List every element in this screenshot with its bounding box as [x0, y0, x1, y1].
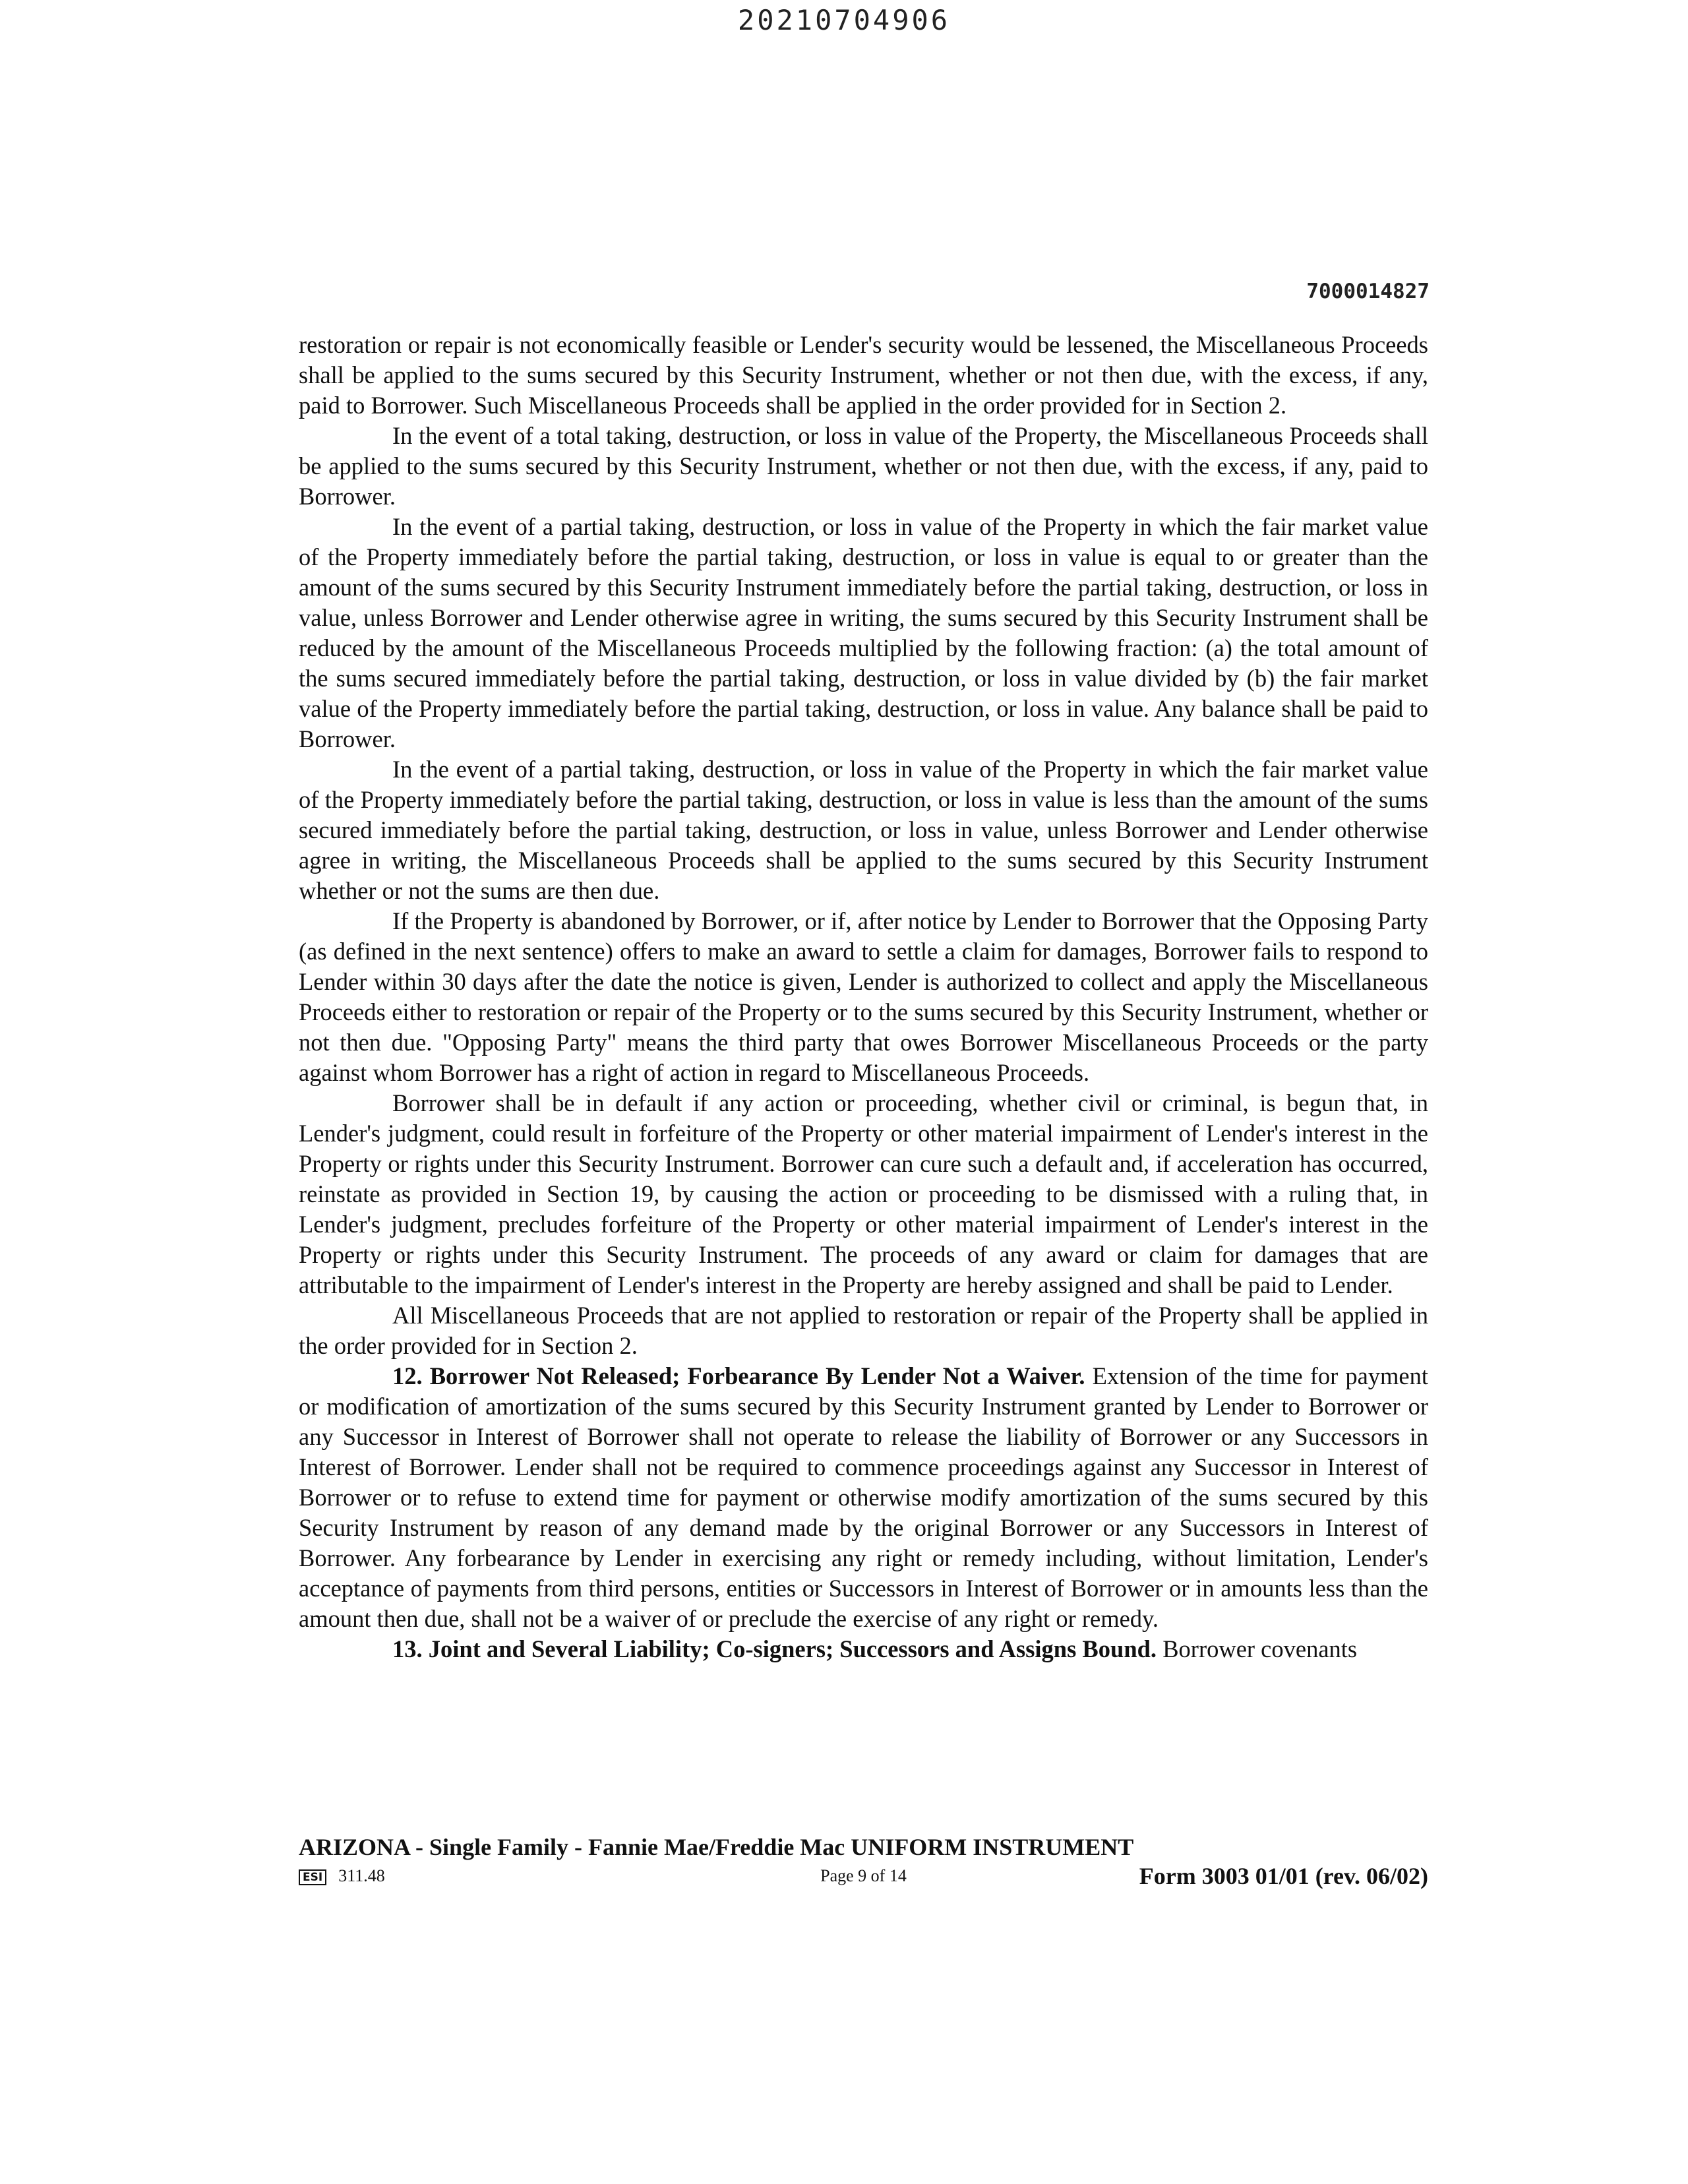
section-heading: 13. Joint and Several Liability; Co-signers; Successors and Assigns Bound. — [392, 1635, 1157, 1662]
esi-logo-icon: ESI — [299, 1869, 326, 1885]
footer — [299, 1864, 1428, 1894]
paragraph — [299, 1634, 1428, 1664]
footer-title: ARIZONA - Single Family - Fannie Mae/Freddie Mac UNIFORM INSTRUMENT — [299, 1834, 1134, 1860]
paragraph — [299, 1361, 1428, 1634]
paragraph — [299, 421, 1428, 512]
form-code-number: 311.48 — [338, 1866, 385, 1885]
paragraph-text: restoration or repair is not economically feasible or Lender's security would be lessened, the Miscellaneous Proceeds shall be applied to the sums secured by this Security Instrument, whether or not then due, with the excess, if any, paid to Borrower. Such Miscellaneous Proceeds shall be applied in the order provided for in Section 2. — [299, 331, 1428, 419]
paragraph-text: All Miscellaneous Proceeds that are not applied to restoration or repair of the Property shall be applied in the order provided for in Section 2. — [299, 1302, 1428, 1359]
paragraph-text: Borrower shall be in default if any action or proceeding, whether civil or criminal, is begun that, in Lender's judgment, could result in forfeiture of the Property or other material impairment of Lender's interest in the Property or rights under this Security Instrument. Borrower can cure such a default and, if acceleration has occurred, reinstate as provided in Section 19, by causing the action or proceeding to be dismissed with a ruling that, in Lender's judgment, precludes forfeiture of the Property or other material impairment of Lender's interest in the Property or rights under this Security Instrument. The proceeds of any award or claim for damages that are attributable to the impairment of Lender's interest in the Property are hereby assigned and shall be paid to Lender. — [299, 1089, 1428, 1298]
paragraph — [299, 330, 1428, 421]
paragraph-text: In the event of a partial taking, destruction, or loss in value of the Property in which the fair market value of the Property immediately before the partial taking, destruction, or loss in value is equal to or greater than the amount of the sums secured by this Security Instrument immediately before the partial taking, destruction, or loss in value, unless Borrower and Lender otherwise agree in writing, the sums secured by this Security Instrument shall be reduced by the amount of the Miscellaneous Proceeds multiplied by the following fraction: (a) the total amount of the sums secured immediately before the partial taking, destruction, or loss in value divided by (b) the fair market value of the Property immediately before the partial taking, destruction, or loss in value. Any balance shall be paid to Borrower. — [299, 513, 1428, 752]
paragraph — [299, 512, 1428, 754]
section-heading: 12. Borrower Not Released; Forbearance By Lender Not a Waiver. — [392, 1362, 1085, 1389]
paragraph — [299, 1088, 1428, 1300]
page-number: Page 9 of 14 — [820, 1866, 907, 1885]
paragraph — [299, 906, 1428, 1088]
paragraph-text: If the Property is abandoned by Borrower, or if, after notice by Lender to Borrower that the Opposing Party (as defined in the next sentence) offers to make an award to settle a claim for damages, Borrower fails to respond to Lender within 30 days after the date the notice is given, Lender is authorized to collect and apply the Miscellaneous Proceeds either to restoration or repair of the Property or to the sums secured by this Security Instrument, whether or not then due. "Opposing Party" means the third party that owes Borrower Miscellaneous Proceeds or the party against whom Borrower has a right of action in regard to Miscellaneous Proceeds. — [299, 907, 1428, 1086]
paragraph-text: Extension of the time for payment or modification of amortization of the sums secured by this Security Instrument granted by Lender to Borrower or any Successor in Interest of Borrower shall not operate to release the liability of Borrower or any Successors in Interest of Borrower. Lender shall not be required to commence proceedings against any Successor in Interest of Borrower or to refuse to extend time for payment or otherwise modify amortization of the sums secured by this Security Instrument by reason of any demand made by the original Borrower or any Successors in Interest of Borrower. Any forbearance by Lender in exercising any right or remedy including, without limitation, Lender's acceptance of payments from third persons, entities or Successors in Interest of Borrower or in amounts less than the amount then due, shall not be a waiver of or preclude the exercise of any right or remedy. — [299, 1362, 1429, 1632]
paragraph — [299, 1300, 1428, 1361]
document-body — [299, 330, 1428, 1664]
loan-number: 7000014827 — [1306, 280, 1430, 303]
paragraph-text: In the event of a total taking, destruction, or loss in value of the Property, the Miscellaneous Proceeds shall be applied to the sums secured by this Security Instrument, whether or not then due, with the excess, if any, paid to Borrower. — [299, 422, 1428, 510]
paragraph-text: In the event of a partial taking, destruction, or loss in value of the Property in which the fair market value of the Property immediately before the partial taking, destruction, or loss in value is less than the amount of the sums secured immediately before the partial taking, destruction, or loss in value, unless Borrower and Lender otherwise agree in writing, the Miscellaneous Proceeds shall be applied to the sums secured by this Security Instrument whether or not the sums are then due. — [299, 756, 1428, 904]
paragraph — [299, 754, 1428, 906]
paragraph-text: Borrower covenants — [1157, 1635, 1358, 1662]
form-number: Form 3003 01/01 (rev. 06/02) — [1139, 1863, 1428, 1889]
recording-number: 20210704906 — [737, 4, 951, 36]
